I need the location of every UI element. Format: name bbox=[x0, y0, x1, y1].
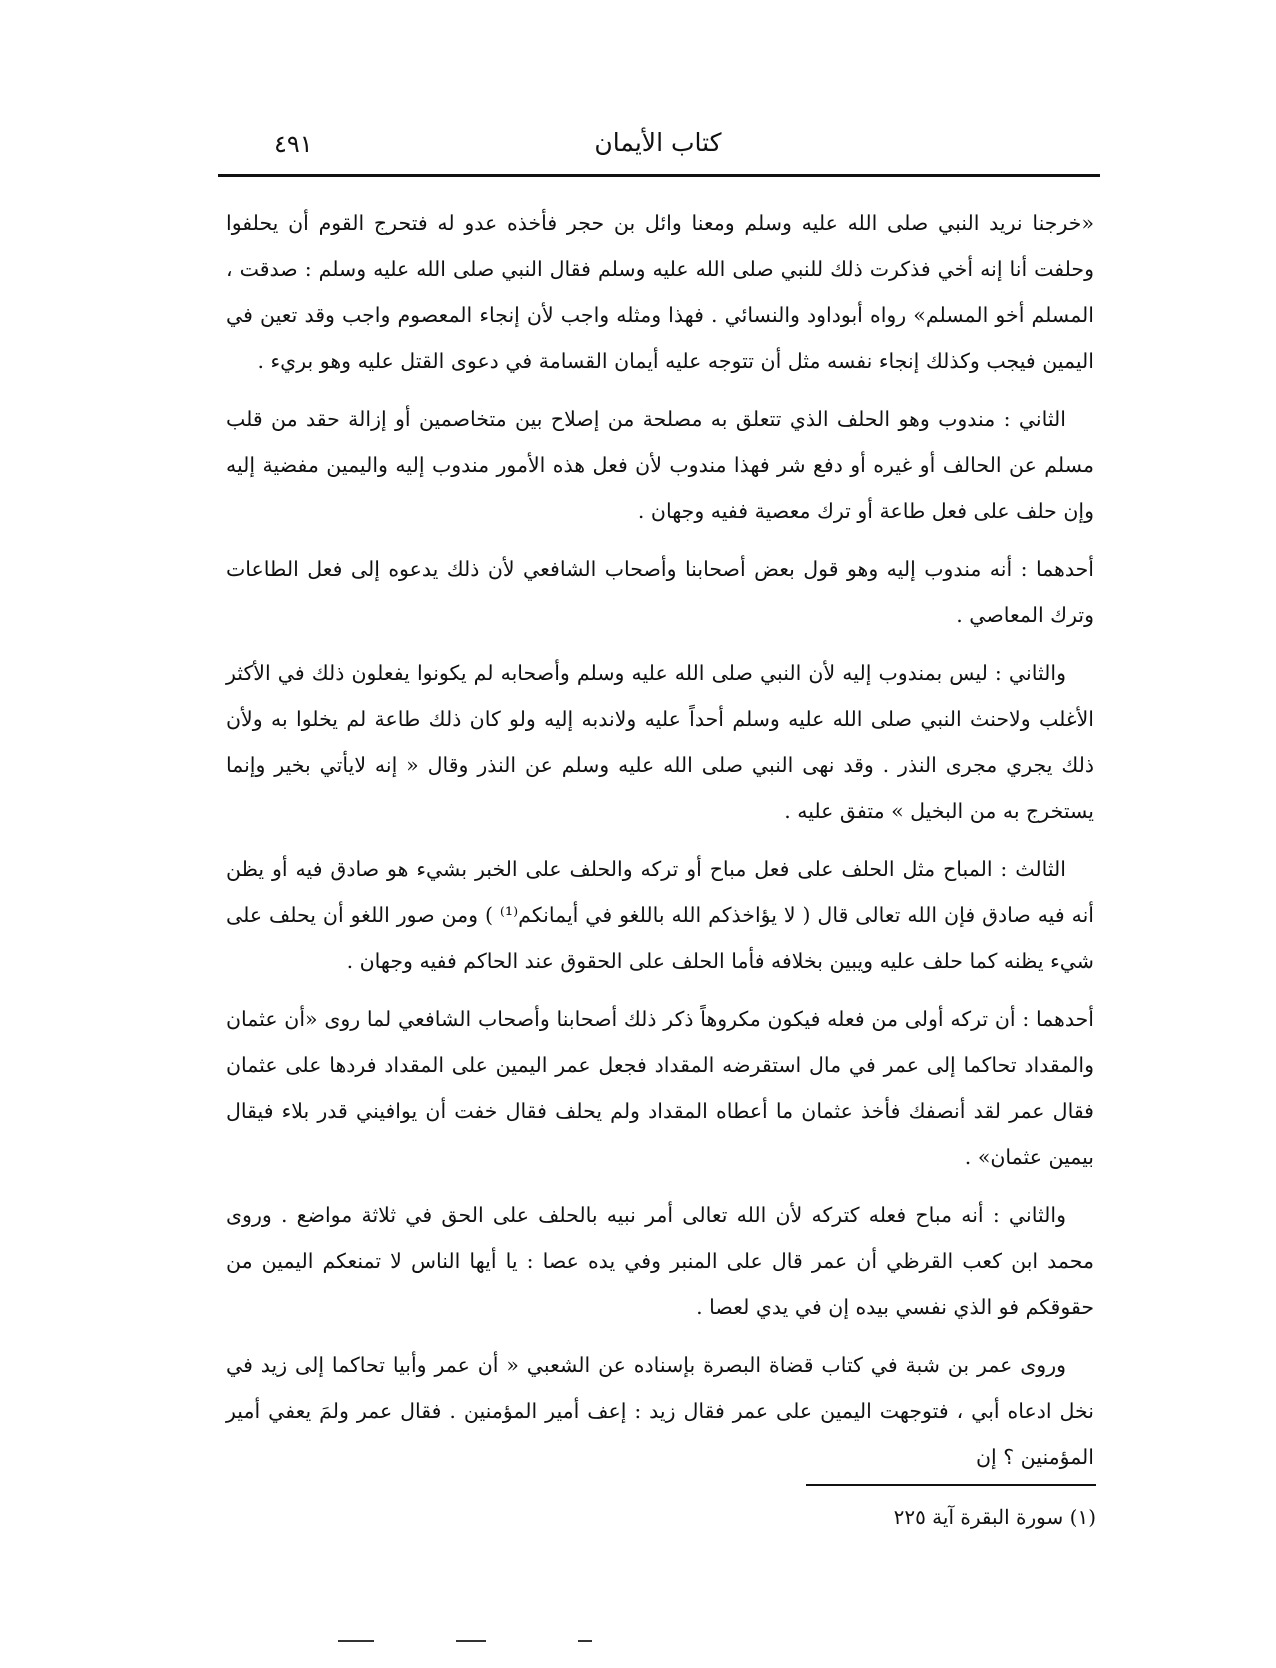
paragraph: «خرجنا نريد النبي صلى الله عليه وسلم ومعنا وائل بن حجر فأخذه عدو له فتحرج القوم أن يحلفوا وحلفت أنا إنه أخي فذكرت ذلك للنبي صلى الله عليه وسلم فقال النبي صلى الله عليه وسلم : صدقت ، المسلم أخو المسلم» رواه أبوداود والنسائي . فهذا ومثله واجب لأن إنجاء المعصوم واجب وقد تعين في اليمين فيجب وكذلك إنجاء نفسه مثل أن تتوجه عليه أيمان القسامة في دعوى القتل عليه وهو بريء . bbox=[226, 211, 1094, 373]
page-header bbox=[218, 118, 1098, 174]
footnote-rule bbox=[806, 1484, 1096, 1486]
scan-artifacts bbox=[0, 1640, 1276, 1648]
paragraph: والثاني : ليس بمندوب إليه لأن النبي صلى الله عليه وسلم وأصحابه لم يكونوا يفعلون ذلك في الأكثر الأغلب ولاحنث النبي صلى الله عليه وسلم أحداً عليه ولاندبه إليه ولو كان ذلك طاعة لم يخلوا به ولأن ذلك يجري مجرى النذر . وقد نهى النبي صلى الله عليه وسلم عن النذر وقال « إنه لايأتي بخير وإنما يستخرج به من البخيل » متفق عليه . bbox=[226, 661, 1094, 823]
paragraph: أحدهما : أنه مندوب إليه وهو قول بعض أصحابنا وأصحاب الشافعي لأن ذلك يدعوه إلى فعل الطاعات وترك المعاصي . bbox=[226, 557, 1094, 627]
page-number: ٤٩١ bbox=[274, 130, 313, 158]
header-rule bbox=[218, 174, 1100, 177]
scan-mark bbox=[578, 1640, 592, 1642]
paragraph: الثالث : المباح مثل الحلف على فعل مباح أو تركه والحلف على الخبر بشيء هو صادق فيه أو يظن أنه فيه صادق فإن الله تعالى قال ( لا يؤاخذكم الله باللغو في أيمانكم⁽¹⁾ ) ومن صور اللغو أن يحلف على شيء يظنه كما حلف عليه ويبين بخلافه فأما الحلف على الحقوق عند الحاكم ففيه وجهان . bbox=[226, 857, 1094, 973]
scan-mark bbox=[338, 1640, 374, 1642]
paragraph: والثاني : أنه مباح فعله كتركه لأن الله تعالى أمر نبيه بالحلف على الحق في ثلاثة مواضع . وروى محمد ابن كعب القرظي أن عمر قال على المنبر وفي يده عصا : يا أيها الناس لا تمنعكم اليمين من حقوقكم فو الذي نفسي بيده إن في يدي لعصا . bbox=[226, 1203, 1095, 1319]
body-text bbox=[226, 200, 1094, 1480]
paragraph: وروى عمر بن شبة في كتاب قضاة البصرة بإسناده عن الشعبي « أن عمر وأبيا تحاكما إلى زيد في نخل ادعاه أبي ، فتوجهت اليمين على عمر فقال زيد : إعف أمير المؤمنين . فقال عمر ولمَ يعفي أمير المؤمنين ؟ إن bbox=[226, 1353, 1094, 1469]
footnote: (١) سورة البقرة آية ٢٢٥ bbox=[893, 1505, 1096, 1529]
running-title: كتاب الأيمان bbox=[594, 128, 722, 157]
paragraph: الثاني : مندوب وهو الحلف الذي تتعلق به مصلحة من إصلاح بين متخاصمين أو إزالة حقد من قلب مسلم عن الحالف أو غيره أو دفع شر فهذا مندوب لأن فعل هذه الأمور مندوب إليه واليمين مفضية إليه وإن حلف على فعل طاعة أو ترك معصية ففيه وجهان . bbox=[226, 407, 1094, 523]
scan-mark bbox=[456, 1640, 486, 1642]
paragraph: أحدهما : أن تركه أولى من فعله فيكون مكروهاً ذكر ذلك أصحابنا وأصحاب الشافعي لما روى «أن عثمان والمقداد تحاكما إلى عمر في مال استقرضه المقداد فجعل عمر اليمين على المقداد فردها على عثمان فقال عمر لقد أنصفك فأخذ عثمان ما أعطاه المقداد ولم يحلف فقال خفت أن يوافيني قدر بلاء فيقال بيمين عثمان» . bbox=[226, 1007, 1094, 1169]
